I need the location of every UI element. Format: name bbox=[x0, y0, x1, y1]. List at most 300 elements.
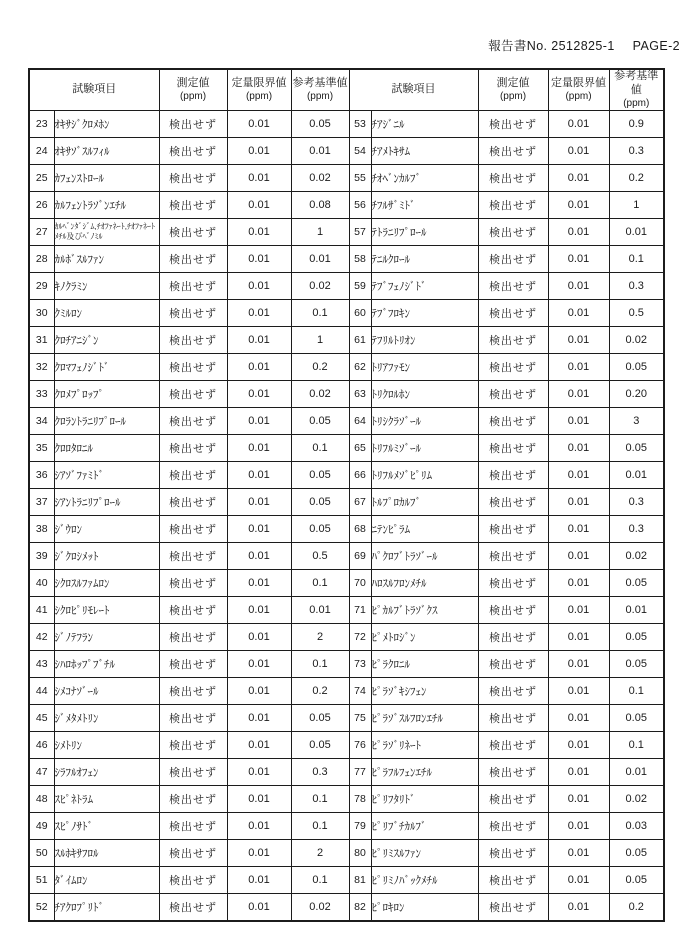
test-item-name: ﾁｵﾍﾞﾝｶﾙﾌﾞ bbox=[371, 165, 478, 192]
quantitation-limit-value: 0.01 bbox=[227, 435, 291, 462]
reference-standard-value: 0.01 bbox=[609, 759, 664, 786]
table-row bbox=[29, 462, 664, 489]
quantitation-limit-value: 0.01 bbox=[548, 246, 609, 273]
quantitation-limit-value: 0.01 bbox=[227, 165, 291, 192]
row-number: 28 bbox=[29, 246, 54, 273]
row-number: 55 bbox=[349, 165, 371, 192]
test-item-name: ｸﾛﾏﾌｪﾉｼﾞﾄﾞ bbox=[54, 354, 159, 381]
row-number: 48 bbox=[29, 786, 54, 813]
quantitation-limit-value: 0.01 bbox=[227, 138, 291, 165]
table-row bbox=[29, 300, 664, 327]
row-number: 40 bbox=[29, 570, 54, 597]
row-number: 24 bbox=[29, 138, 54, 165]
table-row bbox=[29, 840, 664, 867]
quantitation-limit-value: 0.01 bbox=[227, 192, 291, 219]
quantitation-limit-value: 0.01 bbox=[548, 516, 609, 543]
measured-value: 検出せず bbox=[478, 651, 548, 678]
reference-standard-value: 0.05 bbox=[291, 489, 349, 516]
test-item-name: ﾁｱｼﾞﾆﾙ bbox=[371, 111, 478, 138]
row-number: 34 bbox=[29, 408, 54, 435]
measured-value: 検出せず bbox=[159, 624, 227, 651]
col-header-test-item-left: 試験項目 bbox=[29, 69, 159, 111]
table-row bbox=[29, 894, 664, 922]
measured-value: 検出せず bbox=[478, 138, 548, 165]
reference-standard-value: 0.02 bbox=[609, 786, 664, 813]
unit-label: (ppm) bbox=[245, 90, 273, 102]
table-row bbox=[29, 192, 664, 219]
page-number-label: PAGE-2 bbox=[632, 39, 680, 53]
test-item-name: ｵｷｻｼﾞｸﾛﾒﾎﾝ bbox=[54, 111, 159, 138]
quantitation-limit-value: 0.01 bbox=[227, 732, 291, 759]
unit-label: (ppm) bbox=[306, 90, 334, 102]
quantitation-limit-value: 0.01 bbox=[548, 894, 609, 922]
quantitation-limit-value: 0.01 bbox=[227, 570, 291, 597]
row-number: 56 bbox=[349, 192, 371, 219]
test-item-name: ｼﾊﾛﾎｯﾌﾟﾌﾞﾁﾙ bbox=[54, 651, 159, 678]
quantitation-limit-value: 0.01 bbox=[227, 651, 291, 678]
reference-standard-value: 0.2 bbox=[609, 165, 664, 192]
test-item-name: ｼﾞｳﾛﾝ bbox=[54, 516, 159, 543]
reference-standard-value: 0.5 bbox=[291, 543, 349, 570]
row-number: 80 bbox=[349, 840, 371, 867]
test-item-name: ﾃﾌﾞﾌﾛｷﾝ bbox=[371, 300, 478, 327]
measured-value: 検出せず bbox=[159, 705, 227, 732]
results-table bbox=[28, 68, 665, 922]
row-number: 27 bbox=[29, 219, 54, 246]
test-item-name: ﾄﾘﾌﾙﾐｿﾞｰﾙ bbox=[371, 435, 478, 462]
row-number: 50 bbox=[29, 840, 54, 867]
reference-standard-value: 0.05 bbox=[291, 732, 349, 759]
unit-label: (ppm) bbox=[179, 90, 207, 102]
measured-value: 検出せず bbox=[159, 786, 227, 813]
measured-value: 検出せず bbox=[159, 543, 227, 570]
test-item-name: ﾆﾃﾝﾋﾟﾗﾑ bbox=[371, 516, 478, 543]
reference-standard-value: 0.1 bbox=[291, 570, 349, 597]
quantitation-limit-value: 0.01 bbox=[227, 624, 291, 651]
row-number: 53 bbox=[349, 111, 371, 138]
row-number: 38 bbox=[29, 516, 54, 543]
test-item-name: ﾀﾞｲﾑﾛﾝ bbox=[54, 867, 159, 894]
reference-standard-value: 3 bbox=[609, 408, 664, 435]
test-item-name: ｶﾌｪﾝｽﾄﾛｰﾙ bbox=[54, 165, 159, 192]
row-number: 72 bbox=[349, 624, 371, 651]
test-item-name: ｶﾙﾍﾞﾝﾀﾞｼﾞﾑ,ﾁｵﾌｧﾈｰﾄ,ﾁｵﾌｧﾈｰﾄﾒﾁﾙ及びﾍﾞﾉﾐﾙ bbox=[54, 219, 159, 246]
measured-value: 検出せず bbox=[159, 489, 227, 516]
quantitation-limit-value: 0.01 bbox=[227, 813, 291, 840]
col-header-test-item-right: 試験項目 bbox=[349, 69, 478, 111]
reference-standard-value: 0.08 bbox=[291, 192, 349, 219]
quantitation-limit-value: 0.01 bbox=[227, 543, 291, 570]
measured-value: 検出せず bbox=[478, 759, 548, 786]
row-number: 43 bbox=[29, 651, 54, 678]
reference-standard-value: 0.3 bbox=[609, 489, 664, 516]
measured-value: 検出せず bbox=[478, 327, 548, 354]
quantitation-limit-value: 0.01 bbox=[227, 678, 291, 705]
row-number: 49 bbox=[29, 813, 54, 840]
row-number: 37 bbox=[29, 489, 54, 516]
measured-value: 検出せず bbox=[478, 192, 548, 219]
measured-value: 検出せず bbox=[478, 732, 548, 759]
quantitation-limit-value: 0.01 bbox=[227, 381, 291, 408]
table-row bbox=[29, 678, 664, 705]
reference-standard-value: 0.01 bbox=[291, 597, 349, 624]
reference-standard-value: 0.3 bbox=[609, 516, 664, 543]
header-row bbox=[29, 69, 664, 111]
quantitation-limit-value: 0.01 bbox=[548, 327, 609, 354]
test-item-name: ﾋﾟﾘﾐﾉﾊﾞｯｸﾒﾁﾙ bbox=[371, 867, 478, 894]
row-number: 70 bbox=[349, 570, 371, 597]
measured-value: 検出せず bbox=[478, 894, 548, 922]
quantitation-limit-value: 0.01 bbox=[548, 840, 609, 867]
measured-value: 検出せず bbox=[159, 597, 227, 624]
quantitation-limit-value: 0.01 bbox=[548, 624, 609, 651]
quantitation-limit-value: 0.01 bbox=[548, 813, 609, 840]
test-item-name: ｼﾒｺﾅｿﾞｰﾙ bbox=[54, 678, 159, 705]
measured-value: 検出せず bbox=[159, 462, 227, 489]
test-item-name: ﾄﾘﾌﾙﾒｿﾞﾋﾟﾘﾑ bbox=[371, 462, 478, 489]
measured-value: 検出せず bbox=[478, 786, 548, 813]
row-number: 67 bbox=[349, 489, 371, 516]
col-header-reference-right: 参考基準値 (ppm) bbox=[609, 69, 664, 111]
measured-value: 検出せず bbox=[478, 840, 548, 867]
row-number: 75 bbox=[349, 705, 371, 732]
table-row bbox=[29, 543, 664, 570]
test-item-name: ｼﾞﾒﾀﾒﾄﾘﾝ bbox=[54, 705, 159, 732]
row-number: 81 bbox=[349, 867, 371, 894]
reference-standard-value: 0.1 bbox=[291, 435, 349, 462]
reference-standard-value: 0.01 bbox=[291, 138, 349, 165]
reference-standard-value: 1 bbox=[291, 327, 349, 354]
measured-value: 検出せず bbox=[478, 165, 548, 192]
measured-value: 検出せず bbox=[478, 543, 548, 570]
row-number: 66 bbox=[349, 462, 371, 489]
measured-value: 検出せず bbox=[159, 867, 227, 894]
test-item-name: ﾊﾟｸﾛﾌﾞﾄﾗｿﾞｰﾙ bbox=[371, 543, 478, 570]
reference-standard-value: 0.05 bbox=[291, 111, 349, 138]
test-item-name: ｼｱﾝﾄﾗﾆﾘﾌﾟﾛｰﾙ bbox=[54, 489, 159, 516]
reference-standard-value: 0.1 bbox=[291, 813, 349, 840]
test-item-name: ｼﾞﾉﾃﾌﾗﾝ bbox=[54, 624, 159, 651]
reference-standard-value: 0.05 bbox=[609, 651, 664, 678]
row-number: 71 bbox=[349, 597, 371, 624]
measured-value: 検出せず bbox=[478, 489, 548, 516]
quantitation-limit-value: 0.01 bbox=[548, 165, 609, 192]
test-item-name: ﾃﾄﾗﾆﾘﾌﾟﾛｰﾙ bbox=[371, 219, 478, 246]
test-item-name: ｷﾉｸﾗﾐﾝ bbox=[54, 273, 159, 300]
table-row bbox=[29, 705, 664, 732]
row-number: 76 bbox=[349, 732, 371, 759]
measured-value: 検出せず bbox=[478, 462, 548, 489]
quantitation-limit-value: 0.01 bbox=[548, 786, 609, 813]
measured-value: 検出せず bbox=[159, 192, 227, 219]
measured-value: 検出せず bbox=[159, 246, 227, 273]
reference-standard-value: 2 bbox=[291, 840, 349, 867]
reference-standard-value: 0.3 bbox=[609, 138, 664, 165]
quantitation-limit-value: 0.01 bbox=[548, 273, 609, 300]
measured-value: 検出せず bbox=[478, 273, 548, 300]
reference-standard-value: 0.1 bbox=[291, 867, 349, 894]
quantitation-limit-value: 0.01 bbox=[548, 543, 609, 570]
results-table-header bbox=[29, 69, 664, 111]
measured-value: 検出せず bbox=[159, 381, 227, 408]
measured-value: 検出せず bbox=[159, 759, 227, 786]
table-row bbox=[29, 813, 664, 840]
quantitation-limit-value: 0.01 bbox=[548, 651, 609, 678]
row-number: 78 bbox=[349, 786, 371, 813]
table-row bbox=[29, 273, 664, 300]
reference-standard-value: 0.1 bbox=[291, 651, 349, 678]
table-row bbox=[29, 732, 664, 759]
measured-value: 検出せず bbox=[478, 381, 548, 408]
reference-standard-value: 2 bbox=[291, 624, 349, 651]
test-item-name: ﾃﾌﾘﾙﾄﾘｵﾝ bbox=[371, 327, 478, 354]
reference-standard-value: 0.01 bbox=[609, 219, 664, 246]
quantitation-limit-value: 0.01 bbox=[548, 867, 609, 894]
test-item-name: ﾁﾌﾙｻﾞﾐﾄﾞ bbox=[371, 192, 478, 219]
measured-value: 検出せず bbox=[478, 516, 548, 543]
reference-standard-value: 0.02 bbox=[609, 543, 664, 570]
reference-standard-value: 0.1 bbox=[609, 678, 664, 705]
row-number: 77 bbox=[349, 759, 371, 786]
test-item-name: ﾃﾌﾞﾌｪﾉｼﾞﾄﾞ bbox=[371, 273, 478, 300]
table-row bbox=[29, 435, 664, 462]
quantitation-limit-value: 0.01 bbox=[548, 759, 609, 786]
table-row bbox=[29, 624, 664, 651]
table-row bbox=[29, 489, 664, 516]
row-number: 29 bbox=[29, 273, 54, 300]
quantitation-limit-value: 0.01 bbox=[548, 354, 609, 381]
quantitation-limit-value: 0.01 bbox=[227, 273, 291, 300]
reference-standard-value: 0.02 bbox=[291, 894, 349, 922]
reference-standard-value: 0.05 bbox=[609, 705, 664, 732]
reference-standard-value: 0.2 bbox=[609, 894, 664, 922]
reference-standard-value: 0.20 bbox=[609, 381, 664, 408]
test-item-name: ｼｱｿﾞﾌｧﾐﾄﾞ bbox=[54, 462, 159, 489]
measured-value: 検出せず bbox=[159, 327, 227, 354]
row-number: 23 bbox=[29, 111, 54, 138]
test-item-name: ｸﾛﾒﾌﾟﾛｯﾌﾟ bbox=[54, 381, 159, 408]
measured-value: 検出せず bbox=[159, 165, 227, 192]
row-number: 65 bbox=[349, 435, 371, 462]
reference-standard-value: 0.05 bbox=[291, 705, 349, 732]
table-row bbox=[29, 516, 664, 543]
measured-value: 検出せず bbox=[159, 354, 227, 381]
row-number: 46 bbox=[29, 732, 54, 759]
test-item-name: ｼﾗﾌﾙｵﾌｪﾝ bbox=[54, 759, 159, 786]
test-item-name: ﾄﾘｱﾌｧﾓﾝ bbox=[371, 354, 478, 381]
row-number: 63 bbox=[349, 381, 371, 408]
test-item-name: ｸﾛﾁｱﾆｼﾞﾝ bbox=[54, 327, 159, 354]
table-row bbox=[29, 867, 664, 894]
test-item-name: ｵｷｻｿﾞｽﾙﾌｨﾙ bbox=[54, 138, 159, 165]
test-item-name: ﾄﾘｸﾛﾙﾎﾝ bbox=[371, 381, 478, 408]
test-item-name: ﾊﾛｽﾙﾌﾛﾝﾒﾁﾙ bbox=[371, 570, 478, 597]
row-number: 61 bbox=[349, 327, 371, 354]
report-number: 報告書No. 2512825-1 bbox=[488, 39, 615, 53]
row-number: 68 bbox=[349, 516, 371, 543]
quantitation-limit-value: 0.01 bbox=[227, 111, 291, 138]
quantitation-limit-value: 0.01 bbox=[227, 894, 291, 922]
table-row bbox=[29, 597, 664, 624]
test-item-name: ﾋﾟﾗｸﾛﾆﾙ bbox=[371, 651, 478, 678]
quantitation-limit-value: 0.01 bbox=[227, 408, 291, 435]
test-item-name: ﾄﾙﾌﾟﾛｶﾙﾌﾞ bbox=[371, 489, 478, 516]
quantitation-limit-value: 0.01 bbox=[227, 867, 291, 894]
quantitation-limit-value: 0.01 bbox=[548, 705, 609, 732]
table-row bbox=[29, 408, 664, 435]
reference-standard-value: 0.05 bbox=[609, 867, 664, 894]
measured-value: 検出せず bbox=[159, 732, 227, 759]
measured-value: 検出せず bbox=[159, 219, 227, 246]
report-header bbox=[488, 36, 680, 54]
test-item-name: ｸﾛﾛﾀﾛﾆﾙ bbox=[54, 435, 159, 462]
measured-value: 検出せず bbox=[478, 705, 548, 732]
row-number: 54 bbox=[349, 138, 371, 165]
reference-standard-value: 0.1 bbox=[291, 300, 349, 327]
test-item-name: ﾋﾟﾗｿﾞｷｼﾌｪﾝ bbox=[371, 678, 478, 705]
test-item-name: ｼﾞｸﾛｼﾒｯﾄ bbox=[54, 543, 159, 570]
reference-standard-value: 0.2 bbox=[291, 354, 349, 381]
measured-value: 検出せず bbox=[478, 111, 548, 138]
col-header-measured-right: 測定値 (ppm) bbox=[478, 69, 548, 111]
quantitation-limit-value: 0.01 bbox=[548, 408, 609, 435]
reference-standard-value: 0.03 bbox=[609, 813, 664, 840]
quantitation-limit-value: 0.01 bbox=[227, 516, 291, 543]
measured-value: 検出せず bbox=[478, 678, 548, 705]
col-header-limit-right: 定量限界値 (ppm) bbox=[548, 69, 609, 111]
reference-standard-value: 0.1 bbox=[291, 786, 349, 813]
quantitation-limit-value: 0.01 bbox=[227, 597, 291, 624]
reference-standard-value: 0.9 bbox=[609, 111, 664, 138]
test-item-name: ｼｸﾛｽﾙﾌｧﾑﾛﾝ bbox=[54, 570, 159, 597]
col-header-limit-left: 定量限界値 (ppm) bbox=[227, 69, 291, 111]
test-item-name: ｽﾋﾟﾈﾄﾗﾑ bbox=[54, 786, 159, 813]
test-item-name: ﾄﾘｼｸﾗｿﾞｰﾙ bbox=[371, 408, 478, 435]
measured-value: 検出せず bbox=[159, 678, 227, 705]
col-header-measured-left: 測定値 (ppm) bbox=[159, 69, 227, 111]
reference-standard-value: 0.1 bbox=[609, 732, 664, 759]
row-number: 33 bbox=[29, 381, 54, 408]
reference-standard-value: 0.02 bbox=[291, 165, 349, 192]
row-number: 57 bbox=[349, 219, 371, 246]
measured-value: 検出せず bbox=[478, 408, 548, 435]
quantitation-limit-value: 0.01 bbox=[227, 705, 291, 732]
row-number: 26 bbox=[29, 192, 54, 219]
table-row bbox=[29, 246, 664, 273]
reference-standard-value: 1 bbox=[609, 192, 664, 219]
measured-value: 検出せず bbox=[478, 624, 548, 651]
table-row bbox=[29, 651, 664, 678]
test-item-name: ﾃﾆﾙｸﾛｰﾙ bbox=[371, 246, 478, 273]
reference-standard-value: 0.05 bbox=[609, 840, 664, 867]
row-number: 42 bbox=[29, 624, 54, 651]
quantitation-limit-value: 0.01 bbox=[548, 570, 609, 597]
unit-label: (ppm) bbox=[499, 90, 527, 102]
row-number: 59 bbox=[349, 273, 371, 300]
table-row bbox=[29, 381, 664, 408]
quantitation-limit-value: 0.01 bbox=[548, 192, 609, 219]
row-number: 47 bbox=[29, 759, 54, 786]
quantitation-limit-value: 0.01 bbox=[548, 678, 609, 705]
measured-value: 検出せず bbox=[159, 651, 227, 678]
reference-standard-value: 0.05 bbox=[609, 570, 664, 597]
test-item-name: ﾋﾟﾗﾌﾙﾌｪﾝｴﾁﾙ bbox=[371, 759, 478, 786]
row-number: 44 bbox=[29, 678, 54, 705]
row-number: 32 bbox=[29, 354, 54, 381]
table-row bbox=[29, 165, 664, 192]
row-number: 58 bbox=[349, 246, 371, 273]
measured-value: 検出せず bbox=[478, 300, 548, 327]
row-number: 69 bbox=[349, 543, 371, 570]
quantitation-limit-value: 0.01 bbox=[227, 327, 291, 354]
test-item-name: ﾋﾟﾗｿﾞﾘﾈｰﾄ bbox=[371, 732, 478, 759]
quantitation-limit-value: 0.01 bbox=[548, 138, 609, 165]
reference-standard-value: 0.01 bbox=[609, 462, 664, 489]
row-number: 31 bbox=[29, 327, 54, 354]
test-item-name: ﾋﾟﾘﾌﾞﾁｶﾙﾌﾞ bbox=[371, 813, 478, 840]
unit-label: (ppm) bbox=[565, 90, 592, 102]
reference-standard-value: 0.1 bbox=[609, 246, 664, 273]
row-number: 64 bbox=[349, 408, 371, 435]
quantitation-limit-value: 0.01 bbox=[548, 435, 609, 462]
reference-standard-value: 0.05 bbox=[609, 354, 664, 381]
table-row bbox=[29, 786, 664, 813]
reference-standard-value: 0.05 bbox=[291, 516, 349, 543]
test-item-name: ｽﾋﾟﾉｻﾄﾞ bbox=[54, 813, 159, 840]
row-number: 52 bbox=[29, 894, 54, 922]
row-number: 62 bbox=[349, 354, 371, 381]
quantitation-limit-value: 0.01 bbox=[227, 786, 291, 813]
measured-value: 検出せず bbox=[478, 435, 548, 462]
row-number: 39 bbox=[29, 543, 54, 570]
reference-standard-value: 0.05 bbox=[609, 435, 664, 462]
test-item-name: ｼﾒﾄﾘﾝ bbox=[54, 732, 159, 759]
measured-value: 検出せず bbox=[478, 246, 548, 273]
reference-standard-value: 1 bbox=[291, 219, 349, 246]
test-item-name: ｽﾙﾎｷｻﾌﾛﾙ bbox=[54, 840, 159, 867]
table-row bbox=[29, 354, 664, 381]
results-table-body bbox=[29, 111, 664, 922]
measured-value: 検出せず bbox=[159, 273, 227, 300]
unit-label: (ppm) bbox=[623, 97, 650, 109]
reference-standard-value: 0.3 bbox=[609, 273, 664, 300]
quantitation-limit-value: 0.01 bbox=[227, 489, 291, 516]
measured-value: 検出せず bbox=[478, 219, 548, 246]
row-number: 79 bbox=[349, 813, 371, 840]
test-item-name: ﾁｱｸﾛﾌﾟﾘﾄﾞ bbox=[54, 894, 159, 922]
measured-value: 検出せず bbox=[159, 435, 227, 462]
measured-value: 検出せず bbox=[159, 138, 227, 165]
row-number: 74 bbox=[349, 678, 371, 705]
test-item-name: ｶﾙﾎﾞｽﾙﾌｧﾝ bbox=[54, 246, 159, 273]
test-item-name: ﾁｱﾒﾄｷｻﾑ bbox=[371, 138, 478, 165]
quantitation-limit-value: 0.01 bbox=[227, 462, 291, 489]
row-number: 51 bbox=[29, 867, 54, 894]
reference-standard-value: 0.5 bbox=[609, 300, 664, 327]
reference-standard-value: 0.3 bbox=[291, 759, 349, 786]
test-item-name: ﾋﾟﾗｿﾞｽﾙﾌﾛﾝｴﾁﾙ bbox=[371, 705, 478, 732]
reference-standard-value: 0.01 bbox=[609, 597, 664, 624]
row-number: 30 bbox=[29, 300, 54, 327]
row-number: 73 bbox=[349, 651, 371, 678]
test-item-name: ﾋﾟｶﾙﾌﾞﾄﾗｿﾞｸｽ bbox=[371, 597, 478, 624]
test-item-name: ﾋﾟﾘﾐｽﾙﾌｧﾝ bbox=[371, 840, 478, 867]
table-row bbox=[29, 138, 664, 165]
quantitation-limit-value: 0.01 bbox=[227, 840, 291, 867]
reference-standard-value: 0.02 bbox=[291, 381, 349, 408]
measured-value: 検出せず bbox=[478, 867, 548, 894]
test-item-name: ｸﾐﾙﾛﾝ bbox=[54, 300, 159, 327]
